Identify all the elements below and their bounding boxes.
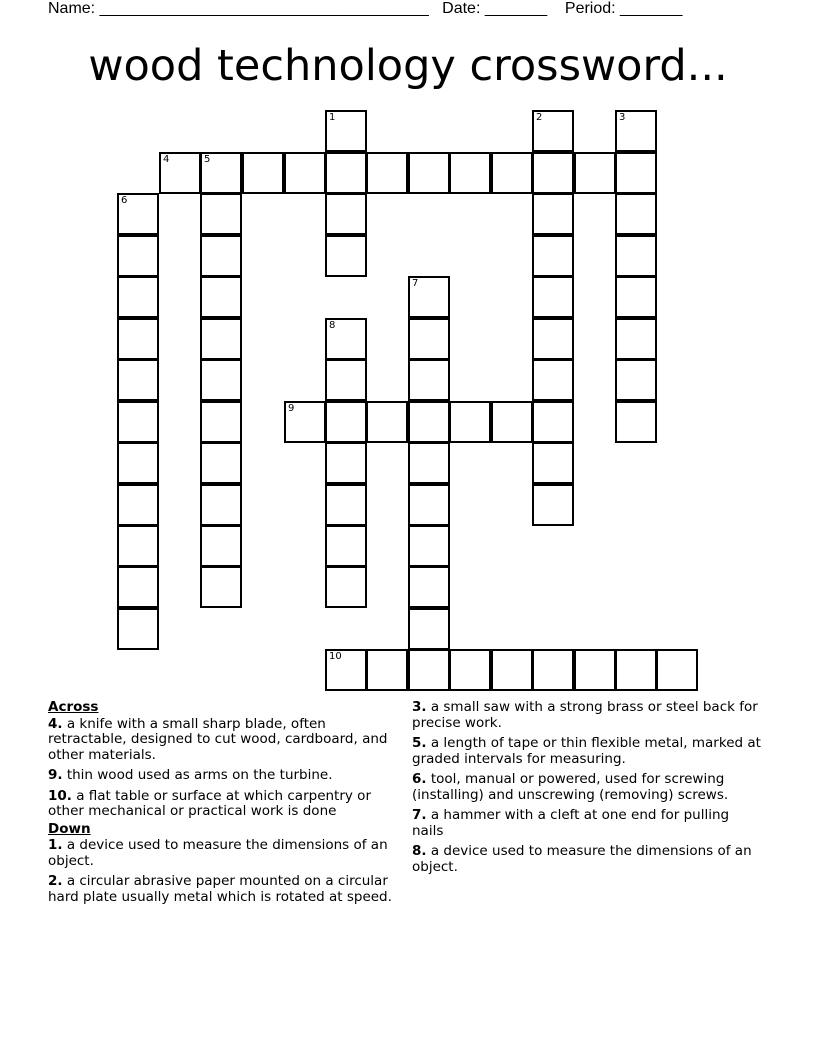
- clue-down-3: [412, 700, 762, 731]
- clue-across-9: [48, 768, 393, 784]
- header-fields: Name: _____________________________________ Date: _______ Period: _______: [48, 0, 683, 17]
- clue-number-label: 9: [288, 403, 295, 414]
- crossword-cell[interactable]: [408, 318, 450, 360]
- crossword-cell[interactable]: [532, 152, 574, 194]
- clue-text: a small saw with a strong brass or steel back for precise work.: [412, 699, 758, 731]
- crossword-cell[interactable]: [117, 235, 159, 277]
- clue-number: 10.: [48, 787, 72, 804]
- crossword-cell[interactable]: [532, 442, 574, 484]
- crossword-cell[interactable]: [574, 649, 616, 691]
- crossword-cell[interactable]: [117, 484, 159, 526]
- crossword-cell[interactable]: [615, 235, 657, 277]
- crossword-cell[interactable]: [325, 442, 367, 484]
- clue-down-7: [412, 808, 762, 839]
- crossword-cell[interactable]: [491, 401, 533, 443]
- clue-text: a length of tape or thin flexible metal, marked at graded intervals for measuring.: [412, 735, 761, 767]
- clues-right-column: [412, 700, 762, 880]
- clue-number-label: 6: [121, 195, 128, 206]
- crossword-cell[interactable]: [491, 152, 533, 194]
- crossword-cell[interactable]: [284, 152, 326, 194]
- clue-down-6: [412, 772, 762, 803]
- crossword-cell[interactable]: [532, 359, 574, 401]
- crossword-cell[interactable]: [532, 484, 574, 526]
- crossword-cell[interactable]: [449, 152, 491, 194]
- crossword-cell[interactable]: [325, 193, 367, 235]
- page-title: wood technology crossword...: [88, 41, 728, 91]
- crossword-cell[interactable]: [408, 525, 450, 567]
- crossword-cell[interactable]: [408, 566, 450, 608]
- crossword-cell[interactable]: [117, 318, 159, 360]
- crossword-cell[interactable]: [117, 442, 159, 484]
- crossword-cell[interactable]: [200, 566, 242, 608]
- crossword-cell[interactable]: [615, 359, 657, 401]
- crossword-cell[interactable]: [200, 359, 242, 401]
- crossword-cell[interactable]: [532, 401, 574, 443]
- crossword-cell[interactable]: [242, 152, 284, 194]
- clue-number: 7.: [412, 807, 427, 823]
- clue-number-label: 7: [412, 278, 419, 289]
- clue-across-4: [48, 717, 393, 764]
- crossword-cell[interactable]: [615, 193, 657, 235]
- crossword-cell[interactable]: [408, 359, 450, 401]
- clue-text: a flat table or surface at which carpentry or other mechanical or practical work is done: [48, 787, 371, 819]
- crossword-cell[interactable]: [656, 649, 698, 691]
- crossword-cell[interactable]: [159, 152, 201, 194]
- crossword-cell[interactable]: [615, 318, 657, 360]
- clue-text: a circular abrasive paper mounted on a circular hard plate usually metal which is rotated at speed.: [48, 873, 392, 905]
- crossword-cell[interactable]: [325, 525, 367, 567]
- crossword-cell[interactable]: [491, 649, 533, 691]
- crossword-cell[interactable]: [325, 318, 367, 360]
- clue-number: 2.: [48, 873, 63, 889]
- crossword-cell[interactable]: [200, 525, 242, 567]
- clue-number-label: 3: [619, 112, 626, 123]
- crossword-cell[interactable]: [117, 193, 159, 235]
- crossword-cell[interactable]: [615, 649, 657, 691]
- crossword-cell[interactable]: [117, 401, 159, 443]
- crossword-cell[interactable]: [325, 110, 367, 152]
- crossword-cell[interactable]: [615, 401, 657, 443]
- clue-across-10: [48, 789, 393, 820]
- crossword-cell[interactable]: [200, 318, 242, 360]
- clue-text: thin wood used as arms on the turbine.: [62, 767, 333, 783]
- crossword-cell[interactable]: [200, 401, 242, 443]
- clue-text: tool, manual or powered, used for screwing (installing) and unscrewing (removing) screws.: [412, 771, 729, 803]
- crossword-cell[interactable]: [532, 110, 574, 152]
- crossword-cell[interactable]: [325, 401, 367, 443]
- clue-text: a device used to measure the dimensions of an object.: [48, 837, 388, 869]
- crossword-cell[interactable]: [408, 649, 450, 691]
- crossword-cell[interactable]: [615, 110, 657, 152]
- clue-down-5: [412, 736, 762, 767]
- clue-number-label: 4: [163, 154, 170, 165]
- clue-number: 5.: [412, 735, 427, 751]
- crossword-cell[interactable]: [200, 484, 242, 526]
- crossword-cell[interactable]: [284, 401, 326, 443]
- crossword-cell[interactable]: [117, 525, 159, 567]
- crossword-cell[interactable]: [449, 401, 491, 443]
- clue-number-label: 2: [536, 112, 543, 123]
- clue-text: a device used to measure the dimensions of an object.: [412, 843, 752, 875]
- clue-number-label: 8: [329, 320, 336, 331]
- clue-down-2: [48, 874, 393, 905]
- clue-number: 1.: [48, 837, 63, 853]
- crossword-cell[interactable]: [532, 193, 574, 235]
- crossword-cell[interactable]: [366, 401, 408, 443]
- clue-number: 6.: [412, 771, 427, 787]
- clue-number-label: 5: [204, 154, 211, 165]
- crossword-cell[interactable]: [408, 484, 450, 526]
- crossword-cell[interactable]: [532, 318, 574, 360]
- crossword-cell[interactable]: [117, 566, 159, 608]
- down-heading: Down: [48, 820, 91, 837]
- crossword-cell[interactable]: [325, 484, 367, 526]
- crossword-cell[interactable]: [574, 152, 616, 194]
- crossword-cell[interactable]: [325, 359, 367, 401]
- crossword-cell[interactable]: [532, 276, 574, 318]
- crossword-cell[interactable]: [408, 276, 450, 318]
- clue-number: 4.: [48, 715, 63, 732]
- crossword-cell[interactable]: [200, 442, 242, 484]
- crossword-cell[interactable]: [200, 193, 242, 235]
- crossword-cell[interactable]: [615, 152, 657, 194]
- clue-down-8: [412, 844, 762, 875]
- crossword-cell[interactable]: [532, 649, 574, 691]
- clue-text: a hammer with a cleft at one end for pulling nails: [412, 807, 730, 839]
- crossword-cell[interactable]: [117, 359, 159, 401]
- clue-number: 9.: [48, 767, 63, 783]
- clue-down-1: [48, 838, 393, 869]
- clue-number: 3.: [412, 699, 427, 715]
- crossword-cell[interactable]: [325, 152, 367, 194]
- clue-text: a knife with a small sharp blade, often retractable, designed to cut wood, cardboard, and other materials.: [48, 715, 388, 763]
- crossword-cell[interactable]: [408, 608, 450, 650]
- crossword-cell[interactable]: [408, 401, 450, 443]
- clues-left-column: [48, 700, 393, 910]
- across-heading: Across: [48, 699, 99, 715]
- crossword-cell[interactable]: [325, 566, 367, 608]
- crossword-cell[interactable]: [200, 152, 242, 194]
- crossword-cell[interactable]: [366, 649, 408, 691]
- clue-number: 8.: [412, 843, 427, 859]
- crossword-cell[interactable]: [325, 235, 367, 277]
- crossword-cell[interactable]: [117, 608, 159, 650]
- crossword-cell[interactable]: [408, 152, 450, 194]
- clue-number-label: 1: [329, 112, 336, 123]
- crossword-cell[interactable]: [366, 152, 408, 194]
- crossword-cell[interactable]: [615, 276, 657, 318]
- crossword-cell[interactable]: [200, 276, 242, 318]
- crossword-cell[interactable]: [532, 235, 574, 277]
- crossword-cell[interactable]: [408, 442, 450, 484]
- crossword-cell[interactable]: [449, 649, 491, 691]
- crossword-cell[interactable]: [117, 276, 159, 318]
- crossword-cell[interactable]: [200, 235, 242, 277]
- clue-number-label: 10: [329, 651, 342, 662]
- crossword-cell[interactable]: [325, 649, 367, 691]
